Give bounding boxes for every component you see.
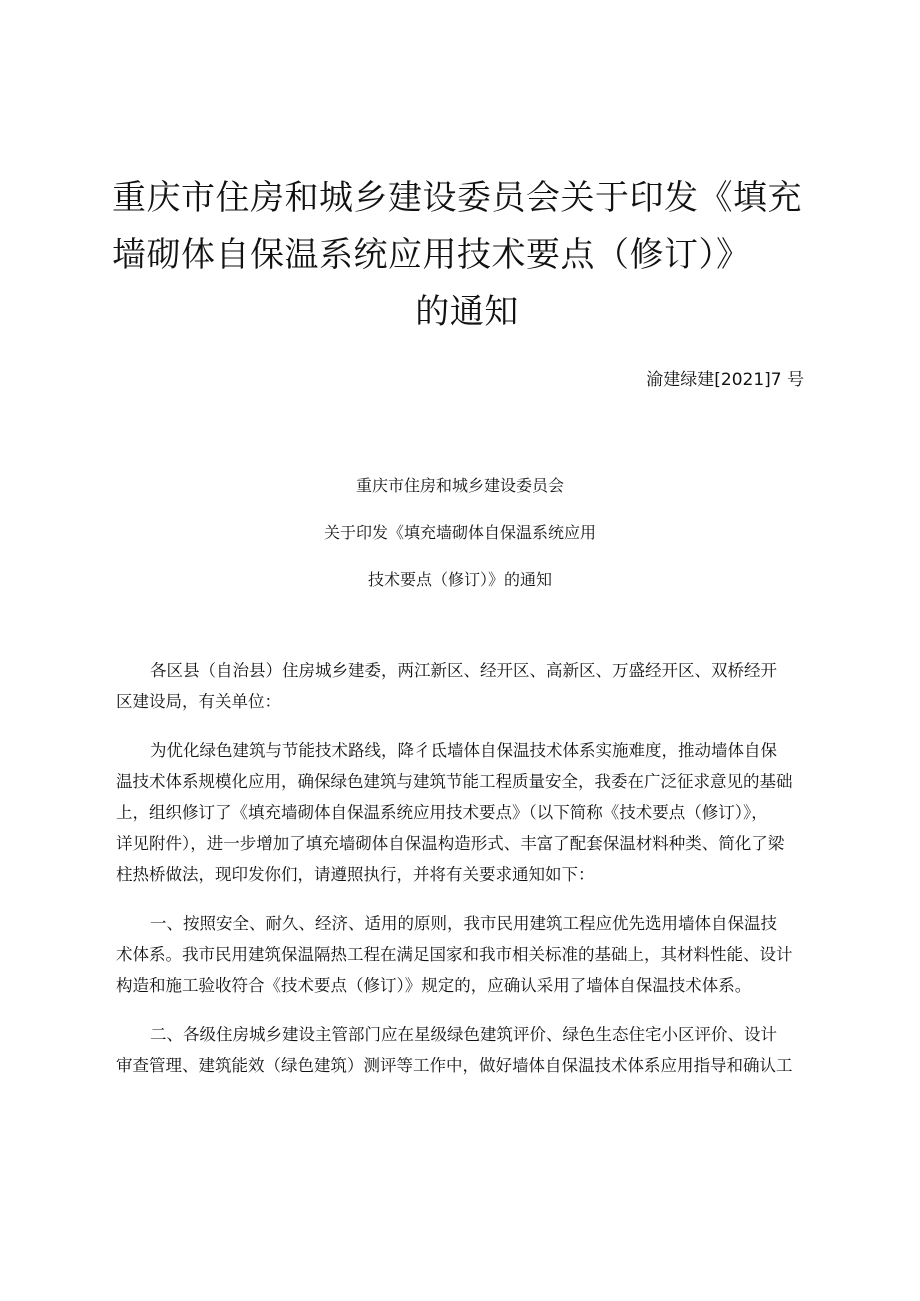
- item-two-paragraph: [116, 1019, 808, 1081]
- title-line-1: 重庆市住房和城乡建设委员会关于印发《填充: [112, 178, 802, 218]
- document-subtitle: [0, 462, 920, 603]
- paragraph-line: 为优化绿色建筑与节能技术路线，降彳氐墙体自保温技术体系实施难度，推动墙体自保: [150, 741, 777, 760]
- salutation-paragraph: [116, 655, 808, 717]
- item-one-paragraph: [116, 908, 808, 1001]
- subtitle-line-1: 重庆市住房和城乡建设委员会: [355, 476, 564, 495]
- paragraph-line: 一、按照安全、耐久、经济、适用的原则，我市民用建筑工程应优先选用墙体自保温技: [150, 914, 777, 933]
- paragraph-line: 详见附件），进一步增加了填充墙砌体自保温构造形式、丰富了配套保温材料种类、简化了梁: [116, 834, 785, 853]
- paragraph-line: 术体系。我市民用建筑保温隔热工程在满足国家和我市相关标准的基础上，其材料性能、设计: [116, 945, 793, 964]
- title-line-3: 的通知: [415, 292, 519, 332]
- paragraph-line: 柱热桥做法，现印发你们，请遵照执行，并将有关要求通知如下：: [116, 865, 595, 884]
- paragraph-line: 各区县（自治县）住房城乡建委，两江新区、经开区、高新区、万盛经开区、双桥经开: [150, 661, 777, 680]
- paragraph-line: 上，组织修订了《填充墙砌体自保温系统应用技术要点》（以下简称《技术要点（修订）》，: [116, 803, 768, 822]
- document-number: 渝建绿建[2021]7 号: [646, 370, 804, 390]
- title-line-2: 墙砌体自保温系统应用技术要点（修订）》: [112, 235, 751, 275]
- paragraph-line: 二、各级住房城乡建设主管部门应在星级绿色建筑评价、绿色生态住宅小区评价、设计: [150, 1025, 777, 1044]
- subtitle-line-3: 技术要点（修订）》的通知: [367, 570, 552, 589]
- subtitle-line-2: 关于印发《填充墙砌体自保温系统应用: [323, 523, 596, 542]
- intro-paragraph: [116, 735, 808, 890]
- document-body: [116, 655, 808, 1099]
- paragraph-line: 区建设局，有关单位：: [116, 692, 281, 711]
- paragraph-line: 温技术体系规模化应用，确保绿色建筑与建筑节能工程质量安全，我委在广泛征求意见的基础: [116, 772, 793, 791]
- document-title: [112, 170, 812, 341]
- paragraph-line: 审查管理、建筑能效（绿色建筑）测评等工作中，做好墙体自保温技术体系应用指导和确认工: [116, 1056, 793, 1075]
- paragraph-line: 构造和施工验收符合《技术要点（修订）》规定的，应确认采用了墙体自保温技术体系。: [116, 976, 752, 995]
